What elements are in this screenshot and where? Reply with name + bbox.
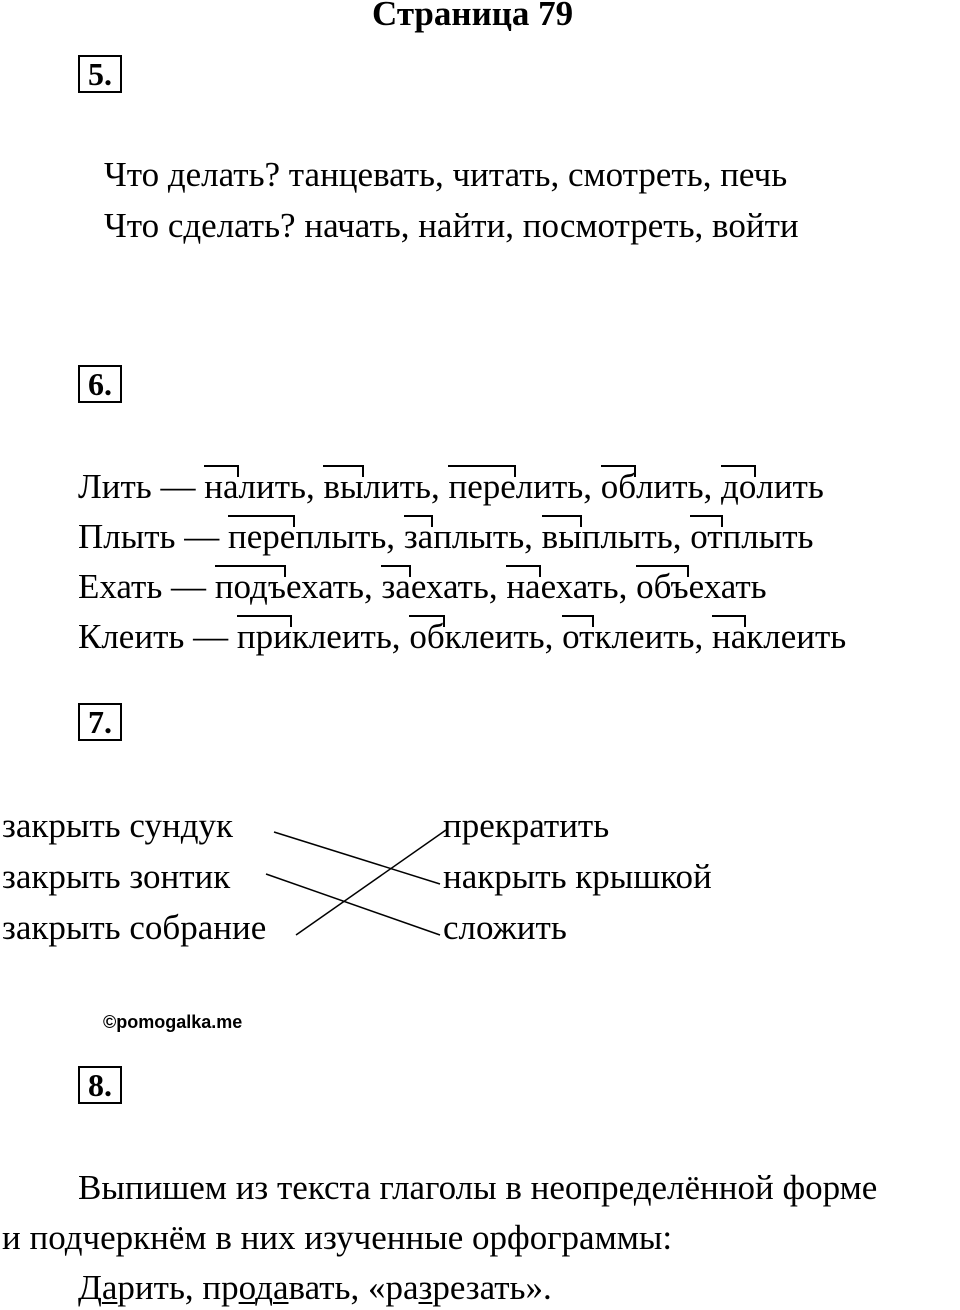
underlined-letter: з	[418, 1268, 433, 1307]
root-verb: Плыть —	[78, 517, 229, 556]
word-rest: ехать,	[285, 567, 382, 606]
exercise-8-line-2: и подчеркнём в них изученные орфограммы:	[2, 1218, 673, 1257]
prefix-mark: от	[562, 617, 595, 656]
prefix-mark: пере	[228, 517, 296, 556]
prefix-mark: от	[690, 517, 723, 556]
underlined-letter: а	[272, 1268, 289, 1307]
right-phrase: сложить	[443, 908, 567, 947]
right-phrase: прекратить	[443, 806, 610, 845]
word-rest: плыть,	[295, 517, 404, 556]
prefix-mark: при	[236, 617, 292, 656]
word-rest: клеить,	[291, 617, 410, 656]
prefix-mark: подъ	[214, 567, 286, 606]
root-verb: Клеить —	[78, 617, 237, 656]
prefix-mark: вы	[541, 517, 582, 556]
exercise-5-number: 5.	[78, 55, 122, 93]
word-rest: плыть,	[433, 517, 542, 556]
word-rest: лить	[756, 467, 824, 506]
word-rest: ехать,	[540, 567, 637, 606]
prefix-mark: пере	[448, 467, 516, 506]
answer-text: Д	[78, 1268, 102, 1307]
word-rest: клеить,	[444, 617, 563, 656]
prefix-mark: об	[600, 467, 637, 506]
word-rest: ехать	[688, 567, 767, 606]
exercise-7-number: 7.	[78, 703, 122, 741]
word-rest: лить,	[636, 467, 722, 506]
right-phrase: накрыть крышкой	[443, 857, 712, 896]
underlined-letter: о	[238, 1268, 256, 1307]
exercise-8-answer	[78, 1268, 552, 1308]
match-line	[274, 832, 440, 884]
word-rest: лить,	[515, 467, 601, 506]
word-rest: клеить,	[594, 617, 712, 656]
exercise-5-line-2: Что сделать? начать, найти, посмотреть, войти	[104, 206, 799, 245]
root-verb: Лить —	[78, 467, 205, 506]
prefix-mark: за	[381, 567, 411, 606]
word-rest: лить,	[238, 467, 324, 506]
word-rest: клеить	[746, 617, 847, 656]
prefix-mark: об	[409, 617, 445, 656]
left-phrase: закрыть собрание	[2, 908, 267, 947]
answer-text: рить, пр	[117, 1268, 239, 1307]
match-line	[266, 874, 440, 935]
prefix-mark: на	[506, 567, 541, 606]
word-rest: лить,	[363, 467, 449, 506]
underlined-letter: а	[101, 1268, 118, 1307]
word-rest: плыть,	[581, 517, 691, 556]
prefix-mark: на	[711, 617, 747, 656]
prefix-mark: вы	[323, 467, 364, 506]
prefix-mark: за	[403, 517, 434, 556]
root-verb: Ехать —	[78, 567, 215, 606]
exercise-5-line-1: Что делать? танцевать, читать, смотреть, печь	[104, 155, 788, 194]
exercise-8-line-1: Выпишем из текста глаголы в неопределённой форме	[78, 1168, 878, 1207]
left-phrase: закрыть сундук	[2, 806, 234, 845]
left-phrase: закрыть зонтик	[2, 857, 231, 896]
exercise-8-number: 8.	[78, 1066, 122, 1104]
exercise-6-number: 6.	[78, 365, 122, 403]
prefix-mark: объ	[636, 567, 689, 606]
answer-text: вать, «ра	[288, 1268, 419, 1307]
page-title: Страница 79	[372, 0, 574, 33]
word-rest: ехать,	[410, 567, 507, 606]
word-rest: плыть	[722, 517, 814, 556]
answer-text: д	[255, 1268, 273, 1307]
prefix-mark: до	[721, 467, 757, 506]
prefix-mark: на	[204, 467, 239, 506]
watermark: ©pomogalka.me	[103, 1012, 243, 1032]
answer-text: резать».	[432, 1268, 552, 1307]
